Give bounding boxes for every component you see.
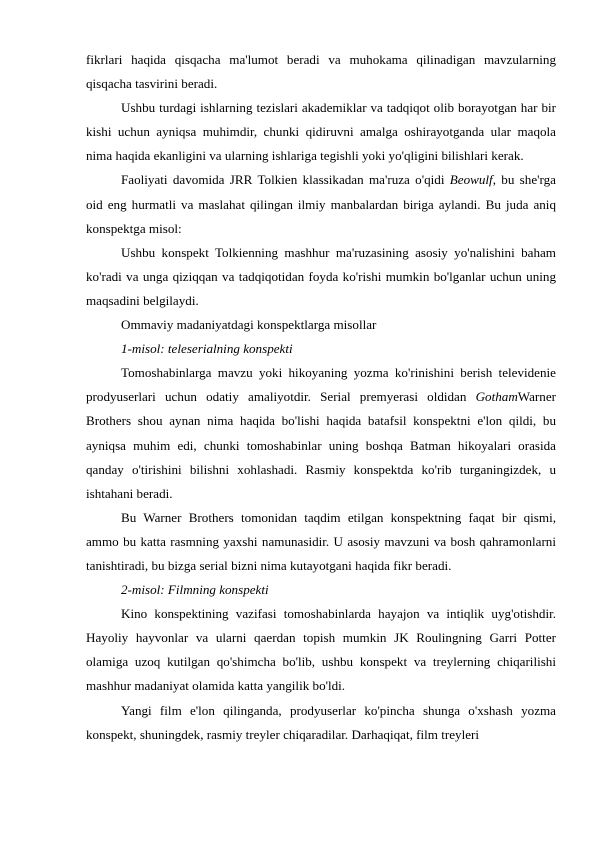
section-heading-examples: Ommaviy madaniyatdagi konspektlarga misollar [121, 317, 377, 333]
document-page [86, 48, 556, 747]
italic-title-gotham: Gotham [475, 389, 518, 405]
paragraph-warner-brothers: Bu Warner Brothers tomonidan taqdim etilgan konspektning faqat bir qismi, ammo bu katta rasmning yaxshi namunasidir. U asosiy mavzuni va bosh qahramonlarni tanishtiradi, bu bizga serial bizni nima kutayotgani haqida fikr beradi. [86, 509, 556, 573]
text-segment: Tomoshabinlarga mavzu yoki hikoyaning yozma ko'rinishini berish televidenie prodyuserlari uchun odatiy amaliyotdir. Serial premyerasi oldidan [86, 365, 556, 405]
text-segment: Faoliyati davomida JRR Tolkien klassikadan ma'ruza o'qidi [121, 172, 450, 188]
example-heading-tv-series: 1-misol: teleserialning konspekti [121, 341, 293, 357]
text-segment: , bu she'rga oid eng hurmatli va maslahat qilingan ilmiy manbalardan biriga aylandi. Bu juda aniq konspektga misol: [86, 172, 556, 236]
italic-title-beowulf: Beowulf [449, 172, 493, 188]
paragraph-film-trailer: Yangi film e'lon qilinganda, prodyuserlar ko'pincha shunga o'xshash yozma konspekt, shuningdek, rasmiy treyler chiqaradilar. Darhaqiqat, film treyleri [86, 702, 556, 742]
paragraph-gotham-example [86, 361, 556, 506]
paragraph-film-synopsis: Kino konspektining vazifasi tomoshabinlarda hayajon va intiqlik uyg'otishdir. Hayoliy hayvonlar va ularni qaerdan topish mumkin JK Roulingning Garri Potter olamiga uzoq kutilgan qo'shimcha bo'lib, ushbu konspekt va treylerning chiqarilishi mashhur madaniyat olamida katta yangilik bo'ldi. [86, 606, 556, 694]
paragraph-tolkien-example [86, 168, 556, 240]
paragraph-abstract-importance: Ushbu turdagi ishlarning tezislari akademiklar va tadqiqot olib borayotgan har bir kishi uchun ayniqsa muhimdir, chunki qidiruvni amalga oshirayotganda ular maqola nima haqida ekanligini va ularning ishlariga tegishli yoki yo'qligini bilishlari kerak. [86, 100, 556, 164]
paragraph-tolkien-summary: Ushbu konspekt Tolkienning mashhur ma'ruzasining asosiy yo'nalishini baham ko'radi va unga qiziqqan va tadqiqotidan foyda ko'rishi mumkin bo'lganlar uchun uning maqsadini belgilaydi. [86, 244, 556, 308]
paragraph-continuation: fikrlari haqida qisqacha ma'lumot beradi va muhokama qilinadigan mavzularning qisqacha tasvirini beradi. [86, 52, 556, 92]
example-heading-film: 2-misol: Filmning konspekti [121, 582, 269, 598]
text-segment: Warner Brothers shou aynan nima haqida bo'lishi haqida batafsil konspektni e'lon qildi, bu ayniqsa muhim edi, chunki tomoshabinlar uning boshqa Batman hikoyalari orasida qanday o'tirishini bilishni xohlashadi. Rasmiy konspektda ko'rib turganingizdek, u ishtahani beradi. [86, 389, 556, 501]
